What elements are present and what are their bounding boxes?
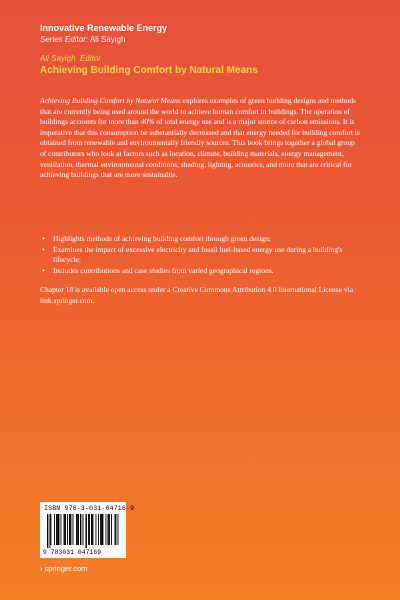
barcode-bar	[102, 514, 103, 545]
barcode-bar	[69, 514, 70, 545]
book-title: Achieving Building Comfort by Natural Means	[40, 65, 258, 76]
barcode-bar	[73, 514, 74, 545]
series-editor-name: Ali Sayigh	[89, 35, 126, 44]
barcode-bar	[56, 514, 57, 545]
blurb-paragraph	[40, 96, 362, 181]
barcode-bar	[93, 514, 94, 545]
barcode-bar	[91, 514, 92, 545]
barcode-bar	[116, 514, 117, 545]
book-editor	[40, 53, 258, 64]
barcode-bar	[50, 514, 51, 548]
barcode-bar	[111, 514, 112, 545]
feature-item: • Examines the impact of excessive electricity and fossil fuel-based energy use during a building's lifecycle;	[40, 245, 362, 266]
barcode-bar	[57, 514, 58, 545]
feature-item: • Includes contributions and case studies from varied geographical regions.	[40, 266, 362, 277]
barcode-bar	[47, 514, 48, 548]
blurb-book-title: Achieving Building Comfort by Natural Means	[40, 96, 181, 105]
barcode-bar	[96, 514, 97, 545]
barcode-bar	[108, 514, 109, 545]
barcode-bar	[83, 514, 84, 545]
publisher-link[interactable]	[40, 564, 87, 574]
isbn-barcode	[40, 502, 135, 558]
barcode-bar	[77, 514, 78, 545]
barcode-bar	[64, 514, 65, 545]
blurb-text: explores examples of green building designs and methods that are currently being used around the world to achieve human comfort in buildings. The operation of buildings accounts for more than 40% of total energy use and is a major source of carbon emissions. It is imperative that this consumption be substantially decreased and that energy needed for building comfort is obtained from renewable and environmentally friendly sources. This book brings together a global group of contributors who look at factors such as location, climate, building materials, energy management, ventilation, thermal environmental conditions, shading, lighting, acoustics, and more that are critical for achieving buildings that are more sustainable.	[40, 96, 360, 180]
barcode-bar	[86, 514, 87, 548]
barcode-bar	[61, 514, 62, 545]
barcode-bar	[115, 514, 116, 545]
barcode-bar	[65, 514, 66, 545]
open-access-note: Chapter 18 is available open access under a Creative Commons Attribution 4.0 International License via link.springer.com.	[40, 285, 354, 305]
series-editor	[40, 34, 167, 46]
barcode-bar	[76, 514, 77, 545]
book-editor-label: Editor	[80, 54, 101, 63]
barcode-bar	[106, 514, 107, 545]
chevron-right-icon: ›	[40, 564, 43, 573]
barcode-bar	[98, 514, 99, 545]
barcode-bar	[118, 514, 119, 545]
publisher-url: springer.com	[44, 564, 88, 573]
isbn-number: ISBN 978-3-031-04716-9	[44, 505, 135, 512]
barcode-bar	[51, 514, 52, 545]
series-title: Innovative Renewable Energy	[40, 23, 168, 33]
book-editor-name: Ali Sayigh	[40, 54, 76, 63]
series-editor-label: Series Editor:	[40, 35, 89, 44]
barcode-bar	[100, 514, 101, 545]
barcode-bar	[78, 514, 79, 545]
barcode-bar	[54, 514, 55, 545]
barcode-bar	[67, 514, 68, 545]
feature-list	[40, 234, 362, 276]
feature-item: • Highlights methods of achieving building comfort through green design;	[40, 234, 362, 245]
barcode-bars	[47, 514, 119, 548]
barcode-bar	[101, 514, 102, 545]
barcode-bar	[88, 514, 89, 545]
series-info	[40, 22, 167, 46]
barcode-bar	[71, 514, 72, 545]
barcode-bar	[58, 514, 59, 545]
book-info	[40, 53, 258, 77]
barcode-bar	[80, 514, 81, 545]
barcode-bar	[89, 514, 90, 545]
barcode-digits: 9 783031 047169	[43, 549, 102, 556]
barcode-bar	[109, 514, 110, 545]
